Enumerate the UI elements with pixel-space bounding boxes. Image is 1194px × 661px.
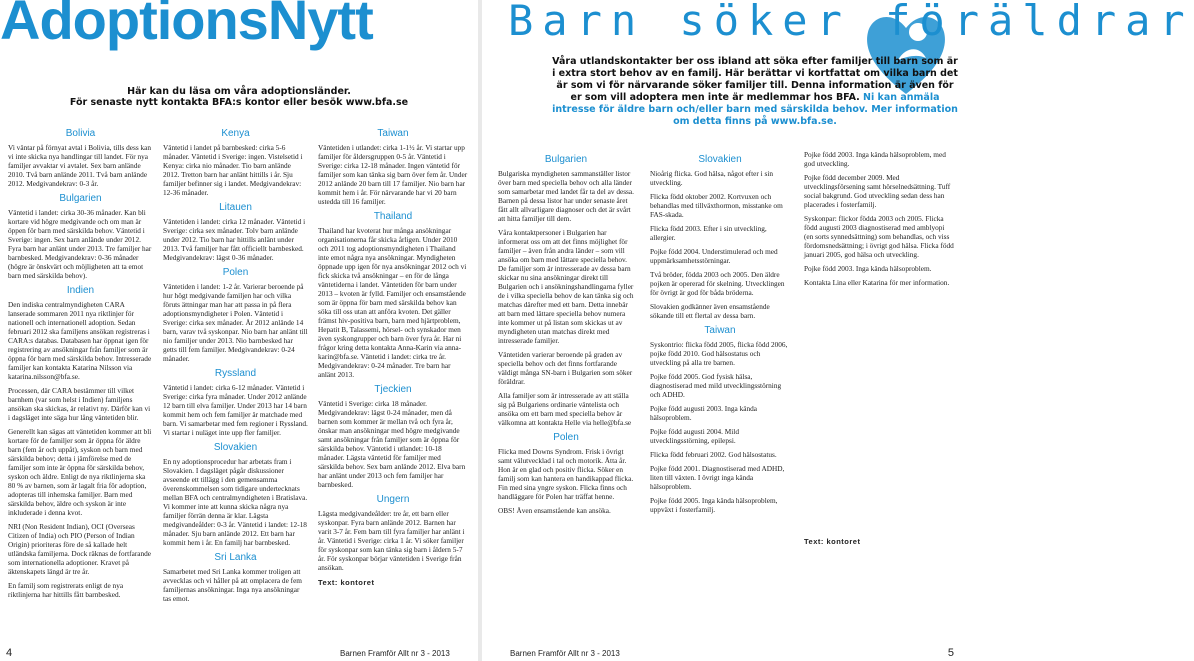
right-intro-text: Våra utlandskontakter ber oss ibland att söka efter familjer till barn som är i extra stort behov av en familj. Här berättar vi kortfattat om vilka barn det är som vi för närvarande söker familjer till. Denna information är även för er som vill adoptera men inte är medlemmar hos BFA. [552, 56, 958, 103]
text-polen: Väntetiden i landet: 1-2 år. Varierar beroende på hur högt medgivande familjen har och vilka föruts ättningar man har att passa in på flera adoptionsmyndigheter i Polen. Väntetid i Sverige: cirka sex månader. År 2012 anlände 14 barn, varav två syskonpar. Nio barn har anlänt till nio familjer under 2013. Nio barnbesked har getts till fem familjer. Medgivandekrav: 0-24 månader. [163, 282, 308, 363]
notice [0, 86, 478, 108]
heading-srilanka: Sri Lanka [214, 552, 257, 563]
notice-line-1: Här kan du läsa om våra adoptionsländer. [127, 86, 351, 97]
heading-polen-right: Polen [553, 432, 579, 443]
heading-indien: Indien [66, 285, 95, 296]
contact-note: Kontakta Lina eller Katarina för mer information. [804, 278, 950, 287]
text-ungern: Lägsta medgivandeålder: tre år, ett barn eller syskonpar. Fyra barn anlände 2012. Barnen har varit 3-7 år. Fem barn till fyra familjer har anlänt i år. Väntetid i Sverige: cirka 1 år. Vi söker familjer för syskonpar som kan tänka sig barn i åldern 5-7 år. För syskonpar börjar väntetiden i Sverige från ansökan. [318, 509, 465, 572]
taiwan-item: Pojke född 2005. God fysisk hälsa, diagnostiserad med mild utvecklingsstörning och ADHD. [650, 372, 782, 399]
text-bulgarien-right-2: Våra kontaktpersoner i Bulgarien har informerat oss om att det finns möjlighet för familjer – även från andra länder – som vill ansöka om barn med lättare speciella behov. De familjer som är intresserade av dessa barn skickar nu sina ansökningar direkt till Bulgarien och i ansökningshandlingarna fyller de i vilka speciella behov de kan tänka sig och matchas därefter med ett barn. Detta innebär att barn med lättare speciella behov numera inte kommer ut på listan som skickas ut av myndigheten utan matchas direkt med intresserade familjer. [498, 228, 634, 345]
heading-kenya: Kenya [221, 128, 250, 139]
heading-bolivia: Bolivia [65, 128, 96, 139]
right-footer-text: Barnen Framför Allt nr 3 - 2013 [510, 649, 620, 658]
text-srilanka: Samarbetet med Sri Lanka kommer troligen att avvecklas och vi håller på att omplacera de fem familjernas ansökningar. Inga nya ansökningar tas emot. [163, 567, 302, 603]
text-indien-1: Den indiska centralmyndigheten CARA lanserade sommaren 2011 nya riktlinjer för nationell och internationell adoption. Sedan februari 2012 ska familjens ansökan registreras i CARA:s databas. Databasen har öppnat igen för registrering av ansökningar från familjer som är öppna för barn med särskilda behov. Intresserade familjer kan kontakta Katarina Nilsson via katarina.nilsson@bfa.se. [8, 300, 152, 381]
right-column-3 [804, 150, 954, 644]
heading-thailand: Thailand [373, 211, 413, 222]
right-intro-blue-text: Ni kan anmäla intresse för äldre barn och/eller barn med särskilda behov. Mer information om detta finns på www.bfa.se. [552, 92, 958, 127]
right-footer [482, 645, 960, 661]
heading-taiwan-right: Taiwan [704, 325, 736, 336]
text-litauen: Väntetiden i landet: cirka 12 månader. Väntetid i Sverige: cirka sex månader. Tolv barn anlände under 2012. Tio barn har hittills anlänt under 2013. Två familjer har fått officiellt barnbesked. Medgivandekrav: lägst 0-36 månader. [163, 217, 306, 262]
taiwan-item: Flicka född februari 2002. God hälsostatus. [650, 450, 777, 459]
left-footer-text: Barnen Framför Allt nr 3 - 2013 [340, 649, 450, 658]
text-indien-5: En familj som registrerats enligt de nya riktlinjerna har hittills fått barnbesked. [8, 581, 124, 599]
heading-bulgarien-right: Bulgarien [544, 154, 588, 165]
heading-slovakien: Slovakien [213, 442, 258, 453]
text-indien-4: NRI (Non Resident Indian), OCI (Overseas Citizen of India) och PIO (Person of Indian Origin) prioriteras före de så kallade helt utländska familjerna. Dock räknas de fortfarande som internationella adoptioner. Kravet på äktenskapets längd är tre år. [8, 522, 152, 576]
heading-taiwan: Taiwan [377, 128, 409, 139]
taiwan-item: Pojke född 2005. Inga kända hälsoproblem, uppväxt i fosterfamilj. [650, 496, 778, 514]
credit-left: Text: kontoret [318, 578, 375, 587]
heading-ryssland: Ryssland [214, 368, 257, 379]
text-slovakien: En ny adoptionsprocedur har arbetats fram i Slovakien. I dagsläget pågår diskussioner avseende ett tillägg i den gemensamma överenskommelsen som tidigare undertecknats mellan BFA och centralmyndigheten i Bratislava. Vi kommer inte att kunna skicka några nya familjer förrän denna är klar. Lägsta medgivandeålder: 0-3 år. Väntetid i landet: 12-18 månader. Sju barn anlände 2012. Ett barn har kommit hem i år. En familj har barnbesked. [163, 457, 308, 547]
right-column-1 [498, 150, 634, 644]
taiwan-item-cont: Pojke född december 2009. Med utvecklingsförsening samt hörselnedsättning. Tuff social bakgrund. God utveckling sedan dess han placerades i fosterfamilj. [804, 173, 951, 209]
slovakien-item: Pojke född 2004. Understimulerad och med uppmärksamhetsstörningar. [650, 247, 778, 265]
text-bulgarien: Väntetid i landet: cirka 30-36 månader. Kan bli kortare vid högre medgivande och om man är öppen för barn med särskilda behov. Väntetid i Sverige: ingen. Sex barn anlände under 2012. Fyra barn har anlänt under 2013. Tre familjer har barnbesked. Medgivandekrav: 0-36 månader (högre är önskvärt och möjligheten att ta emot barn med särskilda behov). [8, 208, 152, 280]
slovakien-item: Flicka född 2003. Efter i sin utveckling, allergier. [650, 224, 767, 242]
credit-right: Text: kontoret [804, 537, 861, 546]
slovakien-item: Nioårig flicka. God hälsa, något efter i sin utveckling. [650, 169, 773, 187]
notice-line-2: För senaste nytt kontakta BFA:s kontor eller besök www.bfa.se [69, 97, 409, 108]
text-polen-right: Flicka med Downs Syndrom. Frisk i övrigt samt välutvecklad i tal och motorik. Åtta år. Hon är en glad och positiv flicka. Söker en familj som kan hantera en handikappad flicka. Fin med sina yngre syskon. Flicka finns och handläggare för Polen har träffat henne. [498, 447, 634, 501]
taiwan-item-cont: Pojke född 2003. Inga kända hälsoproblem. [804, 264, 932, 273]
right-page-title: Barn söker föräldrar [508, 0, 1194, 45]
text-tjeckien: Väntetid i Sverige: cirka 18 månader. Medgivandekrav: lägst 0-24 månader, men då barnen som kommer är mellan två och fyra år, önskar man ansökningar med högre medgivande samt ansökningar från familjer som är öppna för särskilda behov. Väntetid i utlandet: 10-18 månader. Lägsta väntetid för familjer med särskilda behov. Sex barn anlände 2012. Elva barn har anlänt under 2013 och fem familjer har barnbesked. [318, 399, 466, 489]
taiwan-item-cont: Pojke född 2003. Inga kända hälsoproblem, med god utveckling. [804, 150, 946, 168]
heading-tjeckien: Tjeckien [374, 384, 412, 395]
heading-litauen: Litauen [219, 202, 252, 213]
left-page-title: AdoptionsNytt [0, 0, 373, 51]
left-page-number: 4 [6, 647, 13, 659]
text-bulgarien-right-3: Väntetiden varierar beroende på graden av speciella behov och det finns fortfarande väldigt många SN-barn i Bulgarien som söker föräldrar. [498, 350, 633, 386]
right-intro [550, 56, 960, 128]
heading-polen: Polen [222, 267, 249, 278]
taiwan-item: Syskontrio: flicka född 2005, flicka född 2006, pojke född 2010. God hälsostatus och utveckling på alla tre barnen. [650, 340, 788, 367]
heading-bulgarien: Bulgarien [59, 193, 102, 204]
taiwan-item-cont: Syskonpar: flickor födda 2003 och 2005. Flicka född augusti 2003 diagnostiserad med amblyopi (en sorts synnedsättning) som behandlas, och viss fördomsnedsättning; i övrigt god hälsa. Flicka född januari 2005, god hälsa och utveckling. [804, 214, 954, 259]
text-indien-2: Processen, där CARA bestämmer till vilket barnhem (var som helst i Indien) familjens ansökan ska skickas, är relativt ny. Därför kan vi i dagsläget inte säga hur lång väntetiden blir. [8, 386, 151, 422]
taiwan-item: Pojke född augusti 2003. Inga kända hälsoproblem. [650, 404, 758, 422]
text-bulgarien-right-1: Bulgariska myndigheten sammanställer listor över barn med speciella behov och alla länder som samarbetar med landet får ta del av dessa. Barnen på dessa listor har under senaste året fått allt allvarligare diagnoser och det är svårt att hitta familjer till dem. [498, 169, 634, 223]
text-bolivia: Vi väntar på förnyat avtal i Bolivia, tills dess kan vi inte skicka nya handlingar till landet. För nya familjer avvaktar vi avtalet. Sex barn anlände 2010. Två barn anlände 2011. Två barn anlände 2012. Medgivandekrav: 0-3 år. [8, 143, 152, 188]
taiwan-item: Pojke född 2001. Diagnostiserad med ADHD, liten till växten. I övrigt inga kända hälsoproblem. [650, 464, 785, 491]
text-bulgarien-right-4: Alla familjer som är intresserade av att ställa sig på Bulgariens ordinarie väntelista och ansöka om ett barn med speciella behov är välkomna att kontakta Helle via helle@bfa.se [498, 391, 632, 427]
heading-ungern: Ungern [376, 494, 410, 505]
left-column-1 [8, 124, 153, 644]
text-kenya: Väntetid i landet på barnbesked: cirka 5-6 månader. Väntetid i Sverige: ingen. Vistelsetid i Kenya: cirka nio månader. Tio barn anlände 2012. Tretton barn har anlänt hittills i år. Sju familjer befinner sig i landet. Medgivandekrav: 12-36 månader. [163, 143, 303, 197]
right-column-2 [650, 150, 790, 644]
text-indien-3: Generellt kan sägas att väntetiden kommer att bli kortare för de familjer som är öppna för äldre barn (fem år och uppåt), syskon och barn med särskilda behov; detta i jämförelse med de familjer som inte är öppna för särskilda behov, syskon och äldre. Enligt de nya riktlinjerna ska 80 % av barnen, som är lagalt fria för adoption, adopteras till inhemska familjer. Barn med särskilda behov, äldre och syskon är inte inkluderade i denna kvot. [8, 427, 152, 517]
left-footer [0, 645, 478, 661]
taiwan-item: Pojke född augusti 2004. Mild utvecklingsstörning, epilepsi. [650, 427, 739, 445]
text-taiwan: Väntetiden i utlandet: cirka 1-1½ år. Vi startar upp familjer för åldersgruppen 0-5 år. Väntetid i Sverige: cirka 12-18 månader. Ingen väntetid för familjer som kan tänka sig barn över fem år. Under 2012 anlände 20 barn till 17 familjer. Nio barn har kommit hem i år. För närvarande har vi 20 barn ustedda till 16 familjer. [318, 143, 468, 206]
slovakien-item: Två bröder, födda 2003 och 2005. Den äldre pojken är opererad för skelning. Utvecklingen för övrigt är god för båda bröderna. [650, 270, 785, 297]
heading-slovakien-right: Slovakien [698, 154, 742, 165]
left-page [0, 0, 478, 661]
slovakien-item: Flicka född oktober 2002. Kortvuxen och behandlas med tillväxthormon, misstanke om FAS-skada. [650, 192, 783, 219]
text-polen-right-note: OBS! Även ensamstående kan ansöka. [498, 506, 611, 515]
left-column-3 [318, 124, 468, 644]
right-page-number: 5 [947, 647, 954, 659]
text-thailand: Thailand har kvoterat hur många ansökningar organisationerna får skicka årligen. Under 2010 och 2011 tog adoptionsmyndigheten i Thailand inte emot några nya ansökningar. Myndigheten öppnade upp igen för nya ansökningar 2012 och vi fick skicka två ansökningar – en för de långa väntetiderna i landet. Väntetiden för barn under 2013 – kvoten är fylld. Familjer och ensamstående som är öppna för barn med särskilda behov kan söka till oss utan att anföra kvoten. Det gäller främst hiv-positiva barn, barn med hjärtproblem, Hepatit B, Talassemi, hörsel- och synskador men även syskongrupper och barn över fyra år. Har ni frågor kring detta kontakta Anna-Karin via anna-karin@bfa.se. Väntetid i landet: cirka tre år. Medgivandekrav: 0-24 månader. Tre barn har anlänt 2013. [318, 226, 467, 379]
left-column-2 [163, 124, 308, 644]
text-ryssland: Väntetid i landet: cirka 6-12 månader. Väntetid i Sverige: cirka fyra månader. Under 2012 anlände 12 barn till elva familjer. Under 2013 har 14 barn kommit hem och fem familjer är matchade med barn. Vi samarbetar med fem regioner i Ryssland. Vi startar i nuläget inte upp fler familjer. [163, 383, 308, 437]
right-page [482, 0, 1194, 661]
slovakien-item: Slovakien godkänner även ensamstående sökande till ett flertal av dessa barn. [650, 302, 770, 320]
